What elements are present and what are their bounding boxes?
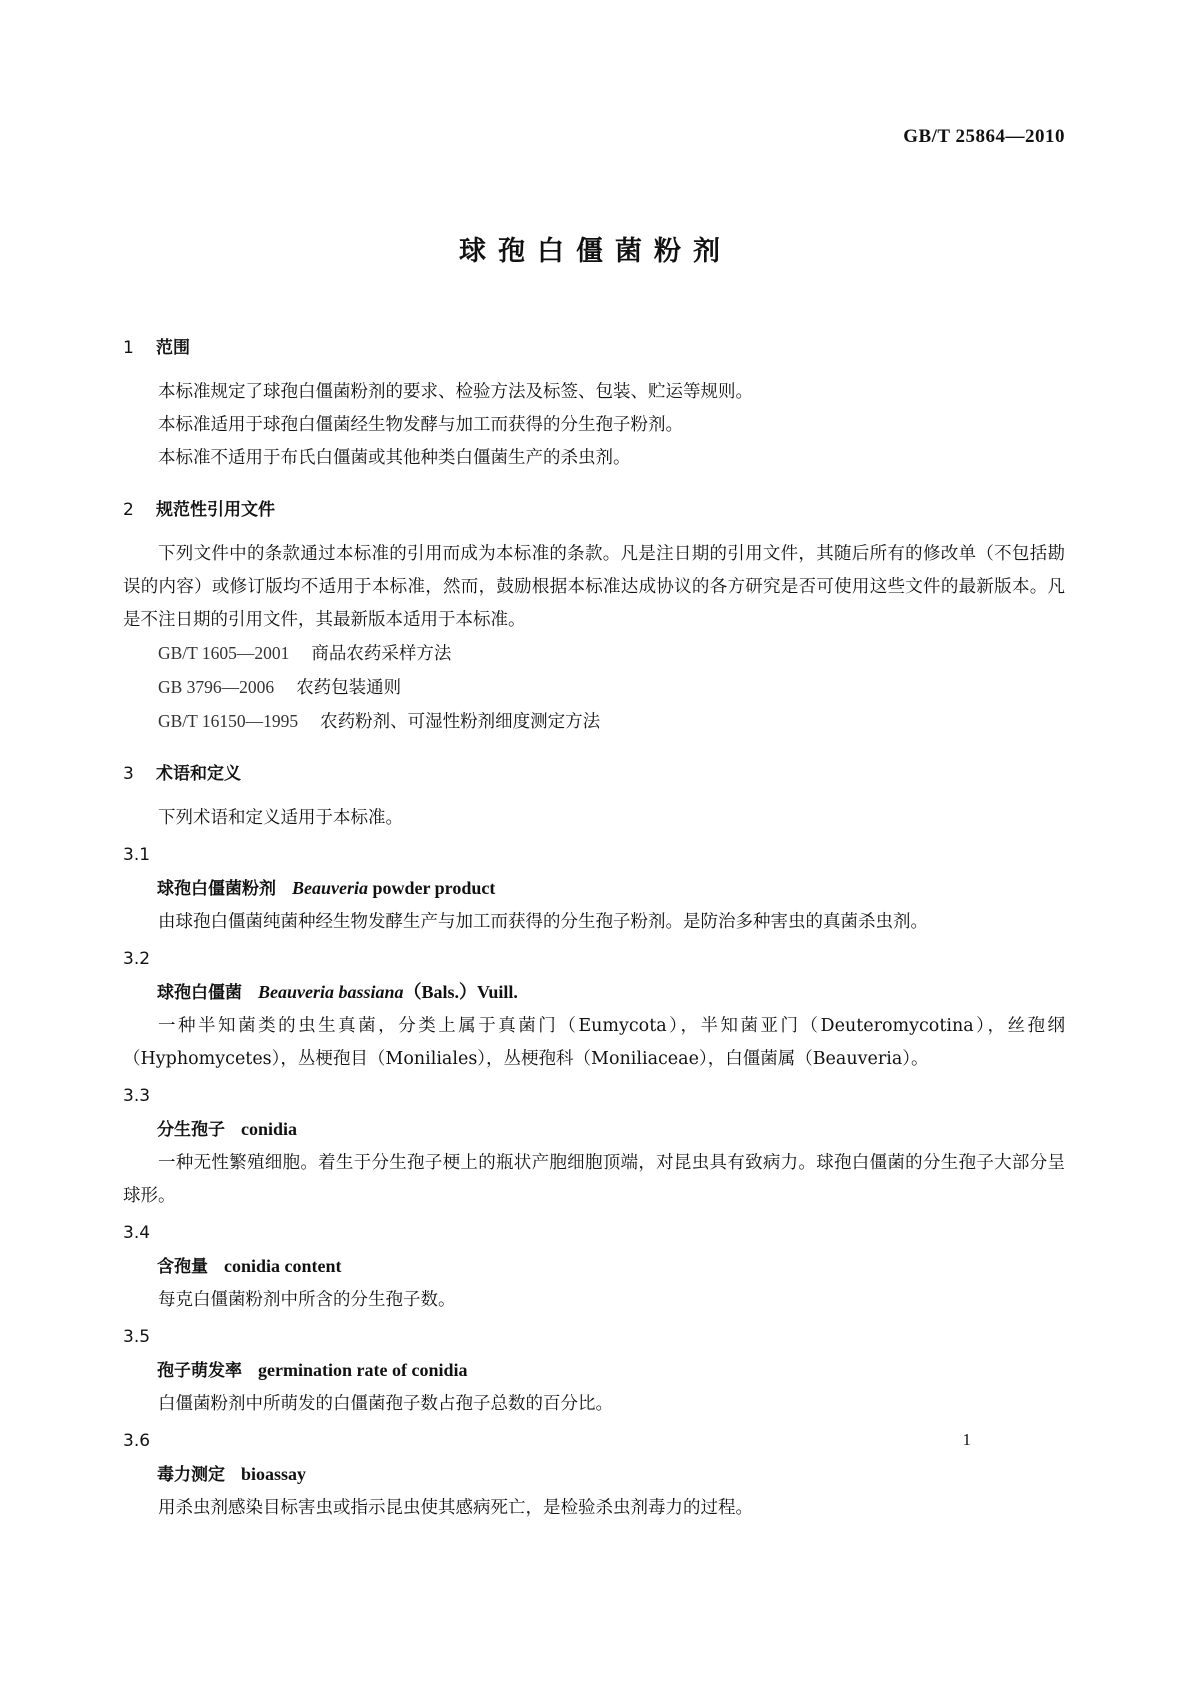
term-zh: 含孢量 (157, 1257, 208, 1277)
term-definition: 一种半知菌类的虫生真菌，分类上属于真菌门（Eumycota），半知菌亚门（Deuteromycotina），丝孢纲（Hyphomycetes），丛梗孢目（Moniliales），丛梗孢科（Moniliaceae），白僵菌属（Beauveria）。 (123, 1016, 1065, 1069)
term-en-rest: germination rate of conidia (258, 1360, 468, 1380)
terms-list (123, 839, 1065, 1525)
page-number: 1 (962, 1430, 971, 1449)
section-number: 2 (123, 500, 134, 520)
section-number: 1 (123, 338, 134, 358)
term-en (241, 1119, 297, 1139)
reference-item (123, 705, 1065, 739)
term-en-rest: conidia content (224, 1256, 342, 1276)
term-heading (123, 872, 1065, 906)
term-entry (123, 1425, 1065, 1525)
section-number: 3 (123, 764, 134, 784)
term-number: 3.4 (123, 1223, 151, 1243)
term-definition: 一种无性繁殖细胞。着生于分生孢子梗上的瓶状产胞细胞顶端，对昆虫具有致病力。球孢白僵菌的分生孢子大部分呈球形。 (123, 1153, 1065, 1206)
scope-paragraph: 本标准规定了球孢白僵菌粉剂的要求、检验方法及标签、包装、贮运等规则。 (158, 382, 753, 402)
term-en-italic: Beauveria bassiana (258, 982, 404, 1002)
reference-item (123, 637, 1065, 671)
term-en-rest: bioassay (241, 1464, 307, 1484)
term-zh: 孢子萌发率 (157, 1361, 242, 1381)
scope-paragraph: 本标准适用于球孢白僵菌经生物发酵与加工而获得的分生孢子粉剂。 (158, 415, 683, 435)
term-en-rest: powder product (368, 878, 496, 898)
document-body (123, 333, 1065, 1525)
section-title: 术语和定义 (156, 764, 241, 784)
term-definition: 用杀虫剂感染目标害虫或指示昆虫使其感病死亡，是检验杀虫剂毒力的过程。 (158, 1498, 753, 1518)
reference-item (123, 671, 1065, 705)
section-heading-terms-definitions (123, 759, 1065, 784)
term-definition: 每克白僵菌粉剂中所含的分生孢子数。 (158, 1290, 456, 1310)
term-number: 3.2 (123, 949, 151, 969)
term-number: 3.3 (123, 1086, 151, 1106)
reference-title: 农药包装通则 (296, 678, 402, 698)
standard-code: GB/T 25864—2010 (903, 126, 1065, 147)
term-en-rest: conidia (241, 1119, 298, 1139)
term-zh: 毒力测定 (157, 1465, 225, 1485)
term-definition: 由球孢白僵菌纯菌种经生物发酵生产与加工而获得的分生孢子粉剂。是防治多种害虫的真菌杀虫剂。 (158, 912, 928, 932)
reference-code: GB/T 1605—2001 (158, 643, 290, 663)
term-definition: 白僵菌粉剂中所萌发的白僵菌孢子数占孢子总数的百分比。 (158, 1394, 613, 1414)
document-title: 球孢白僵菌粉剂 (459, 236, 732, 267)
term-number: 3.5 (123, 1327, 151, 1347)
terms-intro: 下列术语和定义适用于本标准。 (158, 808, 403, 828)
term-heading (123, 1113, 1065, 1147)
reference-title: 商品农药采样方法 (311, 644, 452, 664)
term-number: 3.6 (123, 1431, 151, 1451)
term-en (292, 878, 495, 898)
term-en (241, 1464, 306, 1484)
section-title: 范围 (156, 338, 190, 358)
term-heading (123, 1354, 1065, 1388)
reference-title: 农药粉剂、可湿性粉剂细度测定方法 (320, 712, 601, 732)
scope-paragraph: 本标准不适用于布氏白僵菌或其他种类白僵菌生产的杀虫剂。 (158, 448, 631, 468)
term-heading (123, 1458, 1065, 1492)
term-en (224, 1256, 342, 1276)
term-entry (123, 1080, 1065, 1213)
references-intro: 下列文件中的条款通过本标准的引用而成为本标准的条款。凡是注日期的引用文件，其随后所有的修改单（不包括勘误的内容）或修订版均不适用于本标准，然而，鼓励根据本标准达成协议的各方研究是否可使用这些文件的最新版本。凡是不注日期的引用文件，其最新版本适用于本标准。 (123, 544, 1065, 630)
term-en (258, 1360, 467, 1380)
term-number: 3.1 (123, 845, 151, 865)
term-zh: 球孢白僵菌粉剂 (157, 879, 276, 899)
section-title: 规范性引用文件 (156, 500, 275, 520)
term-entry (123, 839, 1065, 939)
term-entry (123, 1217, 1065, 1317)
term-entry (123, 1321, 1065, 1421)
term-en-italic: Beauveria (292, 878, 368, 898)
term-heading (123, 976, 1065, 1010)
reference-code: GB 3796—2006 (158, 677, 275, 697)
term-zh: 球孢白僵菌 (157, 983, 242, 1003)
term-en-rest: （Bals.）Vuill. (403, 982, 518, 1002)
term-entry (123, 943, 1065, 1076)
term-zh: 分生孢子 (157, 1120, 225, 1140)
term-en (258, 982, 518, 1002)
reference-code: GB/T 16150—1995 (158, 711, 299, 731)
section-heading-scope (123, 333, 1065, 358)
section-heading-normative-references (123, 495, 1065, 520)
term-heading (123, 1250, 1065, 1284)
